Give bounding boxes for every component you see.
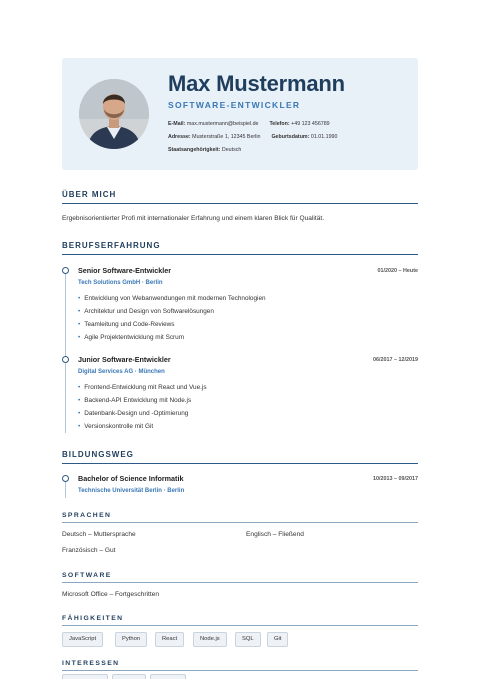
job-bullet: • Entwicklung von Webanwendungen mit modernen Technologien <box>78 295 266 302</box>
address-value: Musterstraße 1, 12345 Berlin <box>192 134 261 140</box>
job-bullet: • Teamleitung und Code-Reviews <box>78 321 174 328</box>
job-title: Senior Software-Entwickler <box>78 266 172 275</box>
section-heading-software: SOFTWARE <box>62 572 418 583</box>
birthdate-value: 01.01.1990 <box>310 134 338 140</box>
header-card <box>62 58 418 170</box>
education-degree: Bachelor of Science Informatik <box>78 474 184 483</box>
software-item: Microsoft Office – Fortgeschritten <box>62 591 159 598</box>
full-name: Max Mustermann <box>168 71 345 96</box>
timeline-dot <box>62 475 69 482</box>
interest-chip-partial <box>150 674 186 679</box>
job-bullet: • Datenbank-Design und -Optimierung <box>78 410 188 417</box>
education-timeline-line <box>65 482 66 498</box>
language-item: Französisch – Gut <box>62 547 116 554</box>
experience-timeline-line <box>65 273 66 433</box>
job-company: Digital Services AG · München <box>78 369 165 375</box>
contact-row-2 <box>168 134 337 140</box>
skill-chip: Node.js <box>193 632 227 647</box>
job-bullet: • Architektur und Design von Softwarelösungen <box>78 308 214 315</box>
profile-photo <box>79 79 149 149</box>
education-date: 10/2013 – 09/2017 <box>373 476 418 482</box>
section-heading-skills: FÄHIGKEITEN <box>62 615 418 626</box>
contact-row-3 <box>168 147 241 153</box>
email-value: max.mustermann@beispiel.de <box>186 121 259 127</box>
skill-chip: JavaScript <box>62 632 103 647</box>
job-bullet: • Frontend-Entwicklung mit React und Vue.js <box>78 384 207 391</box>
nationality-value: Deutsch <box>221 147 242 153</box>
email-label: E-Mail: <box>168 121 186 127</box>
language-item: Deutsch – Muttersprache <box>62 531 136 538</box>
education-school: Technische Universität Berlin · Berlin <box>78 488 185 494</box>
job-bullet: • Versionskontrolle mit Git <box>78 423 153 430</box>
job-title: Junior Software-Entwickler <box>78 355 171 364</box>
about-text: Ergebnisorientierter Profi mit internationaler Erfahrung und einem klaren Blick für Qualität. <box>62 215 325 222</box>
address-label: Adresse: <box>168 134 191 140</box>
section-heading-about: ÜBER MICH <box>62 190 418 204</box>
contact-row-1 <box>168 121 330 127</box>
section-heading-interests: INTERESSEN <box>62 660 418 671</box>
timeline-dot <box>62 267 69 274</box>
job-bullet: • Backend-API Entwicklung mit Node.js <box>78 397 191 404</box>
phone-label: Telefon: <box>269 121 290 127</box>
job-date: 01/2020 – Heute <box>377 268 418 274</box>
section-heading-education: BILDUNGSWEG <box>62 450 418 464</box>
birthdate-label: Geburtsdatum: <box>271 134 310 140</box>
nationality-label: Staatsangehörigkeit: <box>168 147 221 153</box>
job-company: Tech Solutions GmbH · Berlin <box>78 280 163 286</box>
skill-chip: SQL <box>235 632 261 647</box>
interest-chip-partial <box>62 674 108 679</box>
interest-chip-partial <box>112 674 146 679</box>
job-date: 06/2017 – 12/2019 <box>373 357 418 363</box>
language-item: Englisch – Fließend <box>246 531 304 538</box>
timeline-dot <box>62 356 69 363</box>
phone-value: +49 123 456789 <box>291 121 330 127</box>
job-bullet: • Agile Projektentwicklung mit Scrum <box>78 334 184 341</box>
skill-chip: Git <box>267 632 288 647</box>
section-heading-languages: SPRACHEN <box>62 512 418 523</box>
skill-chip: Python <box>115 632 147 647</box>
section-heading-experience: BERUFSERFAHRUNG <box>62 241 418 255</box>
skill-chip: React <box>155 632 184 647</box>
job-title-headline: SOFTWARE-ENTWICKLER <box>168 100 301 110</box>
